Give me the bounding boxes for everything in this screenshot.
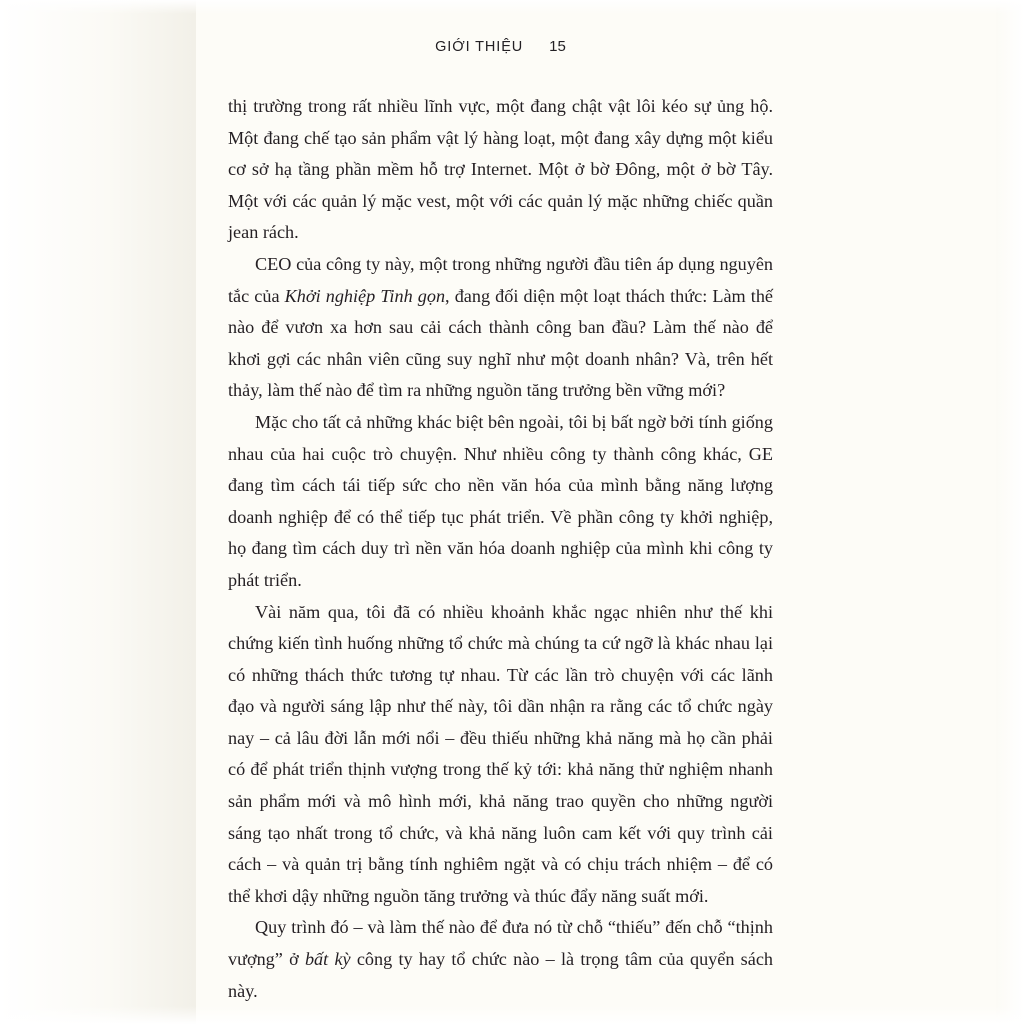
page-number: 15 xyxy=(549,38,566,55)
page-right-shading xyxy=(996,0,1024,1024)
page-content xyxy=(228,38,773,1007)
paragraph xyxy=(228,249,773,407)
text-run: Mặc cho tất cả những khác biệt bên ngoài, tôi bị bất ngờ bởi tính giống nhau của hai cuộc trò chuyện. Như nhiều công ty thành công khác, GE đang tìm cách tái tiếp sức cho nền văn hóa của mình bằng năng lượng doanh nghiệp để có thể tiếp tục phát triển. Về phần công ty khởi nghiệp, họ đang tìm cách duy trì nền văn hóa doanh nghiệp của mình khi công ty phát triển. xyxy=(228,411,773,590)
running-head-title: GIỚI THIỆU xyxy=(435,39,524,55)
page-bottom-shading xyxy=(0,1006,1024,1024)
text-run: , đang đối diện một loạt thách thức: Làm thế nào để vươn xa hơn sau cải cách thành công ban đầu? Làm thế nào để khơi gợi các nhân viên cũng suy nghĩ như một doanh nhân? Và, trên hết thảy, làm thế nào để tìm ra những nguồn tăng trưởng bền vững mới? xyxy=(228,285,773,401)
text-run: thị trường trong rất nhiều lĩnh vực, một đang chật vật lôi kéo sự ủng hộ. Một đang chế tạo sản phẩm vật lý hàng loạt, một đang xây dựng một kiểu cơ sở hạ tầng phần mềm hỗ trợ Internet. Một ở bờ Đông, một ở bờ Tây. Một với các quản lý mặc vest, một với các quản lý mặc những chiếc quần jean rách. xyxy=(228,96,773,243)
text-run: CEO của công ty này, một trong những người đầu tiên áp dụng nguyên tắc của xyxy=(228,253,773,306)
body-text xyxy=(228,91,773,1007)
paragraph xyxy=(228,91,773,249)
page-left-shading xyxy=(0,0,196,1024)
paragraph xyxy=(228,407,773,597)
italic-run: bất kỳ xyxy=(304,949,351,970)
paragraph xyxy=(228,912,773,1007)
text-run: Vài năm qua, tôi đã có nhiều khoảnh khắc ngạc nhiên như thế khi chứng kiến tình huống những tổ chức mà chúng ta cứ ngỡ là khác nhau lại có những thách thức tương tự nhau. Từ các lần trò chuyện với các lãnh đạo và người sáng lập như thế này, tôi dần nhận ra rằng các tổ chức ngày nay – cả lâu đời lẫn mới nổi – đều thiếu những khả năng mà họ cần phải có để phát triển thịnh vượng trong thế kỷ tới: khả năng thử nghiệm nhanh sản phẩm mới và mô hình mới, khả năng trao quyền cho những người sáng tạo nhất trong tổ chức, và khả năng luôn cam kết với quy trình cải cách – và quản trị bằng tính nghiêm ngặt và có chịu trách nhiệm – để có thể khơi dậy những nguồn tăng trưởng và thúc đẩy năng suất mới. xyxy=(228,601,773,906)
text-run: công ty hay tổ chức nào – là trọng tâm của quyển sách này. xyxy=(228,949,773,1001)
text-run: Quy trình đó – và làm thế nào để đưa nó từ chỗ “thiếu” đến chỗ “thịnh vượng” ở xyxy=(228,917,773,970)
italic-run: Khởi nghiệp Tinh gọn xyxy=(284,285,446,306)
running-head xyxy=(228,38,773,55)
page-top-shading xyxy=(0,0,1024,14)
paragraph xyxy=(228,597,773,913)
